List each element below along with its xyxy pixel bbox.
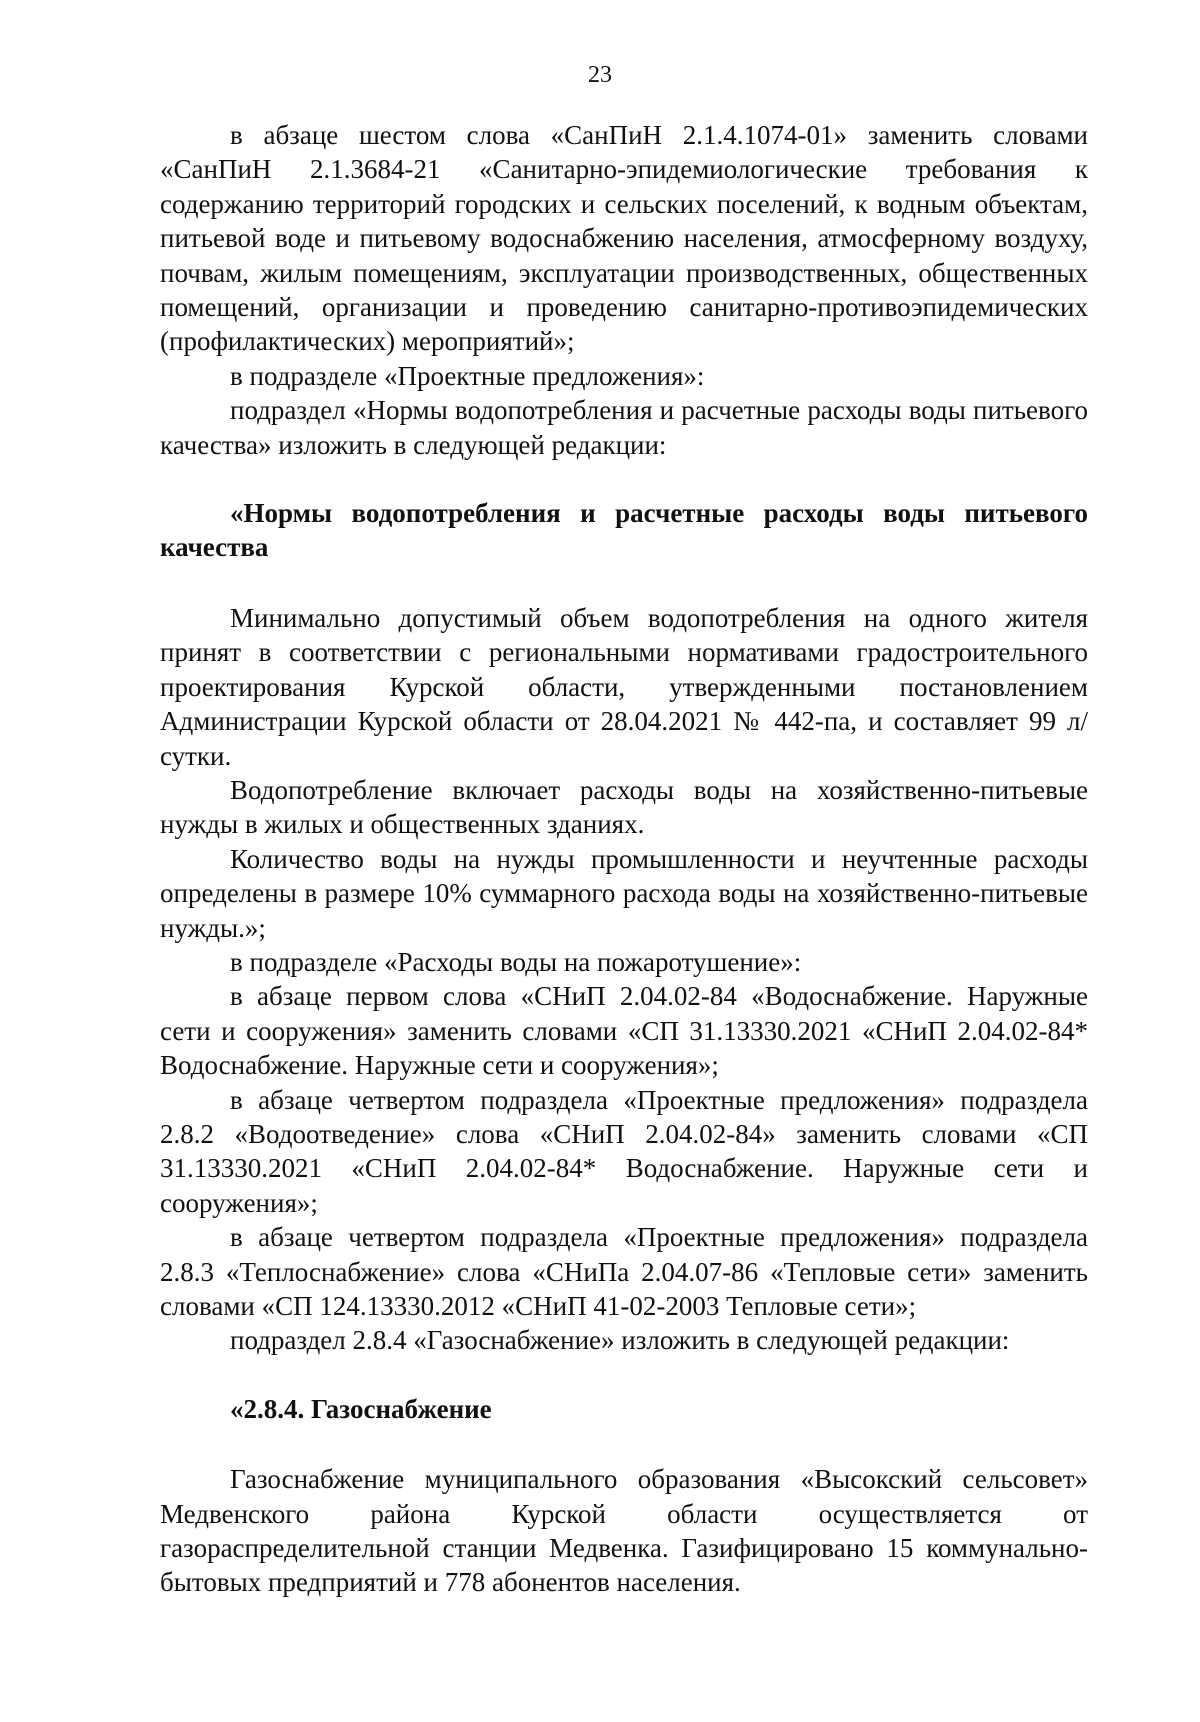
- paragraph-gas-supply: Газоснабжение муниципального образования «Высокский сельсовет» Медвенского района Курской области осуществляется от газораспределительной станции Медвенка. Газифицировано 15 коммунально-бытовых предприятий и 778 абонентов населения.: [160, 1464, 1088, 1598]
- paragraph-min-water-consumption: Минимально допустимый объем водопотребления на одного жителя принят в соответствии с региональными нормативами градостроительного проектирования Курской области, утвержденными постановлением Администрации Курской области от 28.04.2021 № 442-па, и составляет 99 л/сутки.: [160, 602, 1088, 771]
- heading-gas-supply: «2.8.4. Газоснабжение: [230, 1393, 492, 1424]
- paragraph-sanpin-replacement: в абзаце шестом слова «СанПиН 2.1.4.1074-01» заменить словами «СанПиН 2.1.3684-21 «Санитарно-эпидемиологические требования к содержанию территорий городских и сельских поселений, к водным объектам, питьевой воде и питьевому водоснабжению населения, атмосферному воздуху, почвам, жилым помещениям, эксплуатации производственных, общественных помещений, организации и проведению санитарно-противоэпидемических (профилактических) мероприятий»;: [160, 120, 1088, 357]
- paragraph-firefighting-subsection: в подразделе «Расходы воды на пожаротушение»:: [230, 946, 802, 977]
- paragraph-subsection-proposals: в подразделе «Проектные предложения»:: [230, 360, 705, 391]
- paragraph-industry-water: Количество воды на нужды промышленности и неучтенные расходы определены в размере 10% суммарного расхода воды на хозяйственно-питьевые нужды.»;: [160, 843, 1088, 943]
- paragraph-gas-supply-intro: подраздел 2.8.4 «Газоснабжение» изложить в следующей редакции:: [230, 1325, 1010, 1356]
- page-number: 23: [588, 62, 612, 88]
- paragraph-snip-replacement-2: в абзаце четвертом подраздела «Проектные предложения» подраздела 2.8.2 «Водоотведение» слова «СНиП 2.04.02-84» заменить словами «СП 31.13330.2021 «СНиП 2.04.02-84* Водоснабжение. Наружные сети и сооружения»;: [160, 1084, 1088, 1218]
- document-body: [160, 118, 1088, 1600]
- paragraph-water-consumption-includes: Водопотребление включает расходы воды на хозяйственно-питьевые нужды в жилых и общественных зданиях.: [160, 774, 1088, 840]
- paragraph-water-norms-intro: подраздел «Нормы водопотребления и расчетные расходы воды питьевого качества» изложить в следующей редакции:: [160, 395, 1088, 460]
- paragraph-snip-replacement-3: в абзаце четвертом подраздела «Проектные предложения» подраздела 2.8.3 «Теплоснабжение» слова «СНиПа 2.04.07-86 «Тепловые сети» заменить словами «СП 124.13330.2012 «СНиП 41-02-2003 Тепловые сети»;: [160, 1222, 1088, 1321]
- paragraph-snip-replacement-1: в абзаце первом слова «СНиП 2.04.02-84 «Водоснабжение. Наружные сети и сооружения» заменить словами «СП 31.13330.2021 «СНиП 2.04.02-84* Водоснабжение. Наружные сети и сооружения»;: [160, 981, 1088, 1081]
- heading-water-norms: «Нормы водопотребления и расчетные расходы воды питьевого качества: [160, 498, 1088, 563]
